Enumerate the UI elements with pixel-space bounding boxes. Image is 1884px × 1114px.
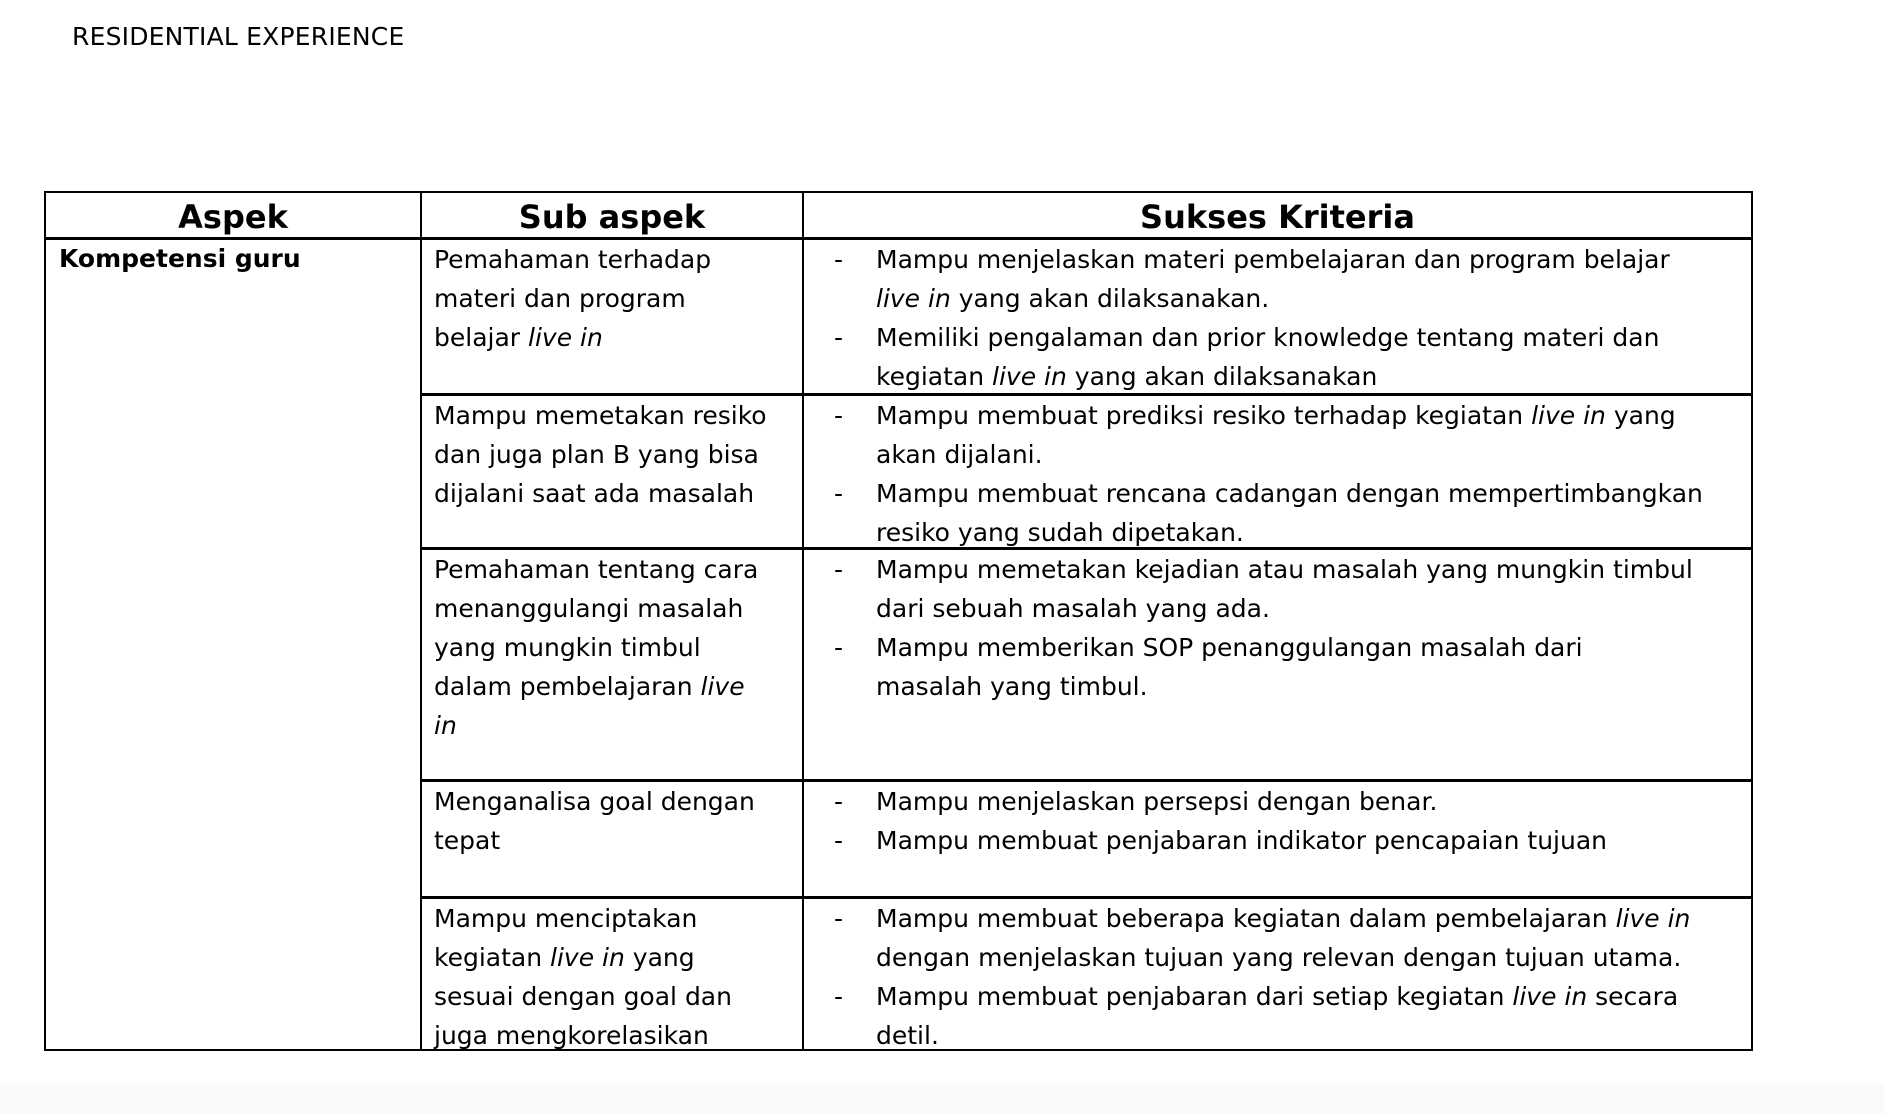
column-divider [802, 193, 804, 1049]
sub-aspek-cell [434, 550, 758, 745]
italic-text: live in [1512, 982, 1588, 1011]
text-line [434, 240, 711, 279]
text-segment: yang mungkin timbul [434, 633, 701, 662]
kriteria-list-item [834, 396, 1703, 474]
text-segment: Mampu membuat prediksi resiko terhadap kegiatan [876, 401, 1532, 430]
kriteria-cell [834, 550, 1693, 706]
kriteria-list-item [834, 628, 1693, 706]
text-segment: kegiatan [434, 943, 551, 972]
text-segment: Mampu memetakan resiko [434, 401, 767, 430]
text-line [876, 435, 1703, 474]
text-line [434, 474, 767, 513]
text-line [434, 899, 732, 938]
text-segment: masalah yang timbul. [876, 672, 1148, 701]
text-segment: Mampu menjelaskan persepsi dengan benar. [876, 787, 1438, 816]
header-sub-aspek: Sub aspek [518, 198, 706, 236]
text-segment: Mampu membuat rencana cadangan dengan mempertimbangkan [876, 479, 1703, 508]
bullet-dash: - [834, 479, 844, 508]
text-line [434, 821, 755, 860]
text-segment: Mampu membuat beberapa kegiatan dalam pembelajaran [876, 904, 1616, 933]
text-segment: dijalani saat ada masalah [434, 479, 755, 508]
text-segment: menanggulangi masalah [434, 594, 744, 623]
text-segment: Menganalisa goal dengan [434, 787, 755, 816]
text-segment: resiko yang sudah dipetakan. [876, 518, 1244, 547]
text-segment: sesuai dengan goal dan [434, 982, 732, 1011]
header-sukses-kriteria: Sukses Kriteria [1140, 198, 1415, 236]
kriteria-list-item [834, 782, 1607, 821]
text-line [434, 706, 758, 745]
text-line [876, 318, 1670, 357]
sub-aspek-cell [434, 396, 767, 513]
italic-text: live [700, 672, 745, 701]
text-segment: tepat [434, 826, 501, 855]
bullet-dash: - [834, 826, 844, 855]
document-title: RESIDENTIAL EXPERIENCE [72, 22, 405, 51]
text-segment: yang akan dilaksanakan. [950, 284, 1270, 313]
text-segment: akan dijalani. [876, 440, 1043, 469]
bullet-dash: - [834, 555, 844, 584]
text-segment: Mampu menciptakan [434, 904, 698, 933]
kriteria-list-item [834, 474, 1703, 552]
text-segment: Mampu memetakan kejadian atau masalah yang mungkin timbul [876, 555, 1693, 584]
text-segment: secara [1587, 982, 1679, 1011]
text-line [434, 279, 711, 318]
text-line [876, 279, 1670, 318]
bullet-dash: - [834, 787, 844, 816]
text-segment: Mampu menjelaskan materi pembelajaran dan program belajar [876, 245, 1670, 274]
text-segment: dari sebuah masalah yang ada. [876, 594, 1270, 623]
text-line [434, 318, 711, 357]
italic-text: live in [1531, 401, 1606, 430]
criteria-table [44, 191, 1753, 1051]
kriteria-list-item [834, 821, 1608, 860]
kriteria-cell [834, 899, 1691, 1055]
bullet-dash: - [834, 401, 844, 430]
text-line [876, 589, 1693, 628]
text-segment: Mampu membuat penjabaran dari setiap kegiatan [876, 982, 1513, 1011]
italic-text: live in [1615, 904, 1691, 933]
text-segment: dengan menjelaskan tujuan yang relevan dengan tujuan utama. [876, 943, 1682, 972]
kriteria-cell [834, 240, 1670, 396]
sub-aspek-cell [434, 899, 732, 1055]
bullet-dash: - [834, 982, 844, 1011]
kriteria-list-item [834, 550, 1693, 628]
text-segment: materi dan program [434, 284, 686, 313]
kriteria-list-item [834, 899, 1691, 977]
text-line [876, 357, 1670, 396]
text-line [434, 1016, 732, 1055]
text-segment: juga mengkorelasikan [434, 1021, 709, 1050]
text-line [434, 667, 758, 706]
text-segment: yang [1605, 401, 1676, 430]
bullet-dash: - [834, 323, 844, 352]
text-segment: dalam pembelajaran [434, 672, 701, 701]
italic-text: in [434, 711, 457, 740]
text-line [434, 550, 758, 589]
text-segment: yang akan dilaksanakan [1066, 362, 1378, 391]
header-aspek: Aspek [178, 198, 288, 236]
italic-text: live in [550, 943, 625, 972]
bullet-dash: - [834, 904, 844, 933]
bullet-dash: - [834, 633, 844, 662]
text-segment: detil. [876, 1021, 939, 1050]
text-segment: Pemahaman tentang cara [434, 555, 759, 584]
text-line [876, 977, 1690, 1016]
text-segment: Memiliki pengalaman dan prior knowledge tentang materi dan [876, 323, 1660, 352]
text-segment: Pemahaman terhadap [434, 245, 712, 274]
text-line [876, 667, 1693, 706]
text-line [434, 977, 732, 1016]
aspek-kompetensi-guru: Kompetensi guru [59, 244, 301, 273]
text-line [876, 513, 1703, 552]
text-line [876, 550, 1693, 589]
text-line [434, 782, 755, 821]
kriteria-list-item [834, 240, 1670, 318]
bullet-dash: - [834, 245, 844, 274]
italic-text: live in [992, 362, 1067, 391]
text-line [434, 589, 758, 628]
text-line [434, 628, 758, 667]
sub-aspek-cell [434, 782, 755, 860]
text-segment: dan juga plan B yang bisa [434, 440, 759, 469]
text-line [876, 628, 1693, 667]
kriteria-cell [834, 782, 1608, 860]
text-line [876, 474, 1703, 513]
text-segment: kegiatan [876, 362, 993, 391]
column-divider [420, 193, 422, 1049]
text-line [876, 821, 1607, 860]
kriteria-list-item [834, 318, 1670, 396]
kriteria-cell [834, 396, 1703, 552]
text-line [876, 240, 1670, 279]
text-line [434, 938, 732, 977]
page-bottom-band [0, 1083, 1884, 1114]
text-line [876, 899, 1690, 938]
italic-text: live in [528, 323, 603, 352]
text-line [434, 396, 767, 435]
text-line [876, 1016, 1690, 1055]
sub-aspek-cell [434, 240, 711, 357]
text-line [876, 396, 1703, 435]
text-line [876, 938, 1690, 977]
text-line [434, 435, 767, 474]
text-segment: Mampu membuat penjabaran indikator pencapaian tujuan [876, 826, 1608, 855]
text-line [876, 782, 1607, 821]
text-segment: Mampu memberikan SOP penanggulangan masalah dari [876, 633, 1583, 662]
text-segment: yang [624, 943, 695, 972]
text-segment: belajar [434, 323, 529, 352]
kriteria-list-item [834, 977, 1690, 1055]
italic-text: live in [876, 284, 951, 313]
